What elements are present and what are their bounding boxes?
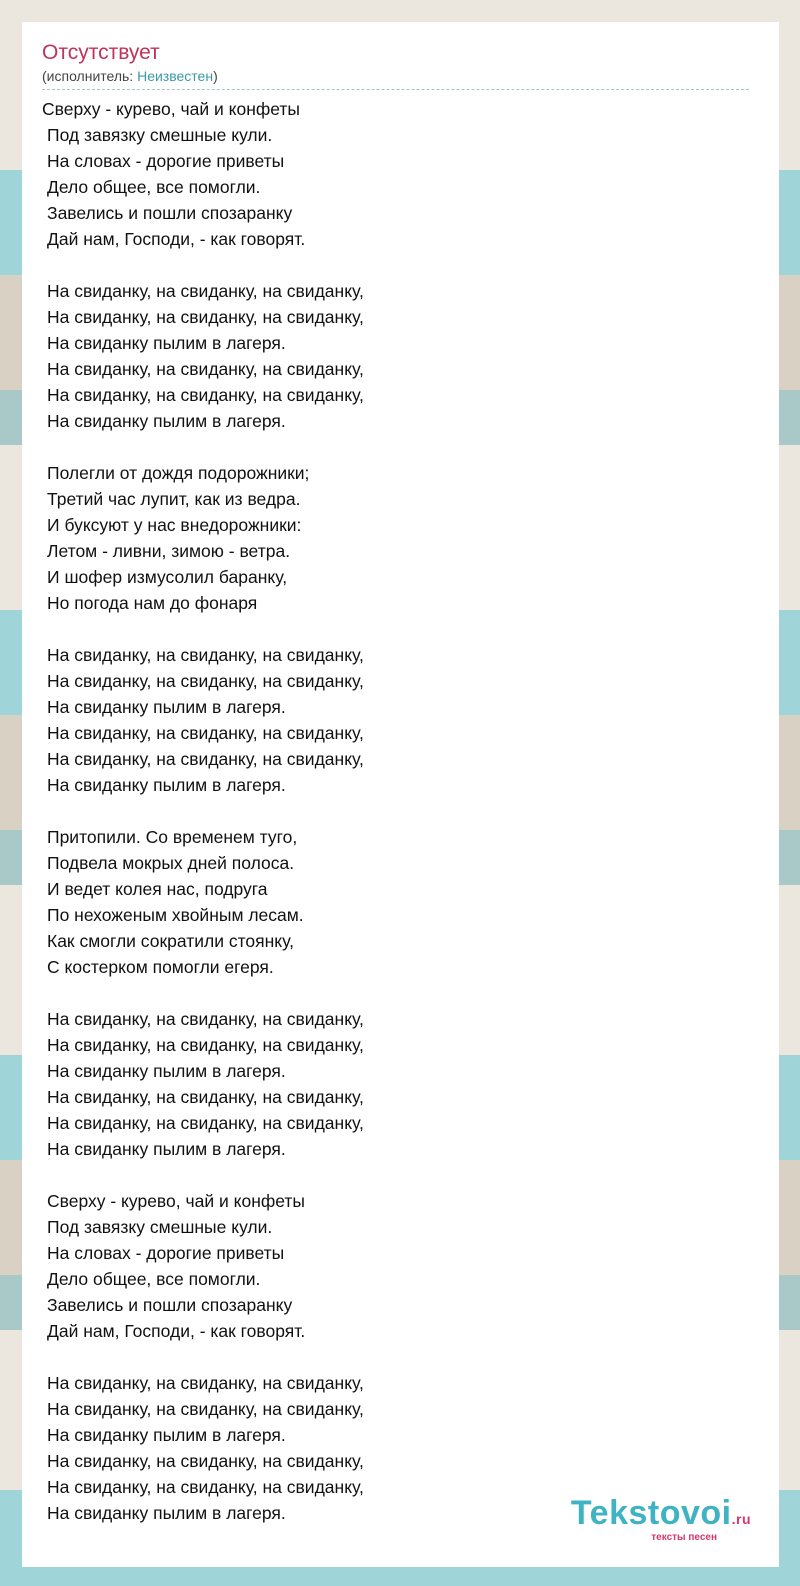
lyric-line: На свиданку пылим в лагеря.: [47, 1139, 286, 1159]
lyric-line: На свиданку, на свиданку, на свиданку,: [47, 385, 364, 405]
lyric-line: На свиданку, на свиданку, на свиданку,: [47, 671, 364, 691]
stanza-break: [42, 980, 759, 1006]
logo-tld: .ru: [731, 1511, 751, 1527]
lyric-line: На свиданку, на свиданку, на свиданку,: [47, 1035, 364, 1055]
lyric-line: На свиданку, на свиданку, на свиданку,: [47, 1009, 364, 1029]
lyric-line: Сверху - курево, чай и конфеты: [42, 99, 301, 119]
lyric-line: Дай нам, Господи, - как говорят.: [47, 1321, 306, 1341]
lyric-line: По нехоженым хвойным лесам.: [47, 905, 304, 925]
lyric-line: Дело общее, все помогли.: [47, 177, 261, 197]
logo-wordmark: [571, 1496, 751, 1536]
lyric-line: На словах - дорогие приветы: [47, 151, 285, 171]
lyric-line: Летом - ливни, зимою - ветра.: [47, 541, 291, 561]
site-logo[interactable]: [571, 1496, 751, 1543]
lyrics-text: [42, 96, 759, 1526]
lyric-line: На свиданку пылим в лагеря.: [47, 697, 286, 717]
lyric-line: Завелись и пошли спозаранку: [47, 203, 293, 223]
artist-suffix: ): [213, 68, 218, 84]
lyric-line: Под завязку смешные кули.: [47, 1217, 273, 1237]
lyrics-card: [22, 22, 779, 1567]
lyric-line: Завелись и пошли спозаранку: [47, 1295, 293, 1315]
lyric-line: На свиданку пылим в лагеря.: [47, 1425, 286, 1445]
lyric-line: На свиданку пылим в лагеря.: [47, 775, 286, 795]
lyric-line: С костерком помогли егеря.: [47, 957, 274, 977]
stanza-break: [42, 1162, 759, 1188]
lyric-line: На свиданку пылим в лагеря.: [47, 1061, 286, 1081]
stanza-break: [42, 798, 759, 824]
lyric-line: На свиданку, на свиданку, на свиданку,: [47, 645, 364, 665]
lyric-line: И буксуют у нас внедорожники:: [47, 515, 302, 535]
logo-tagline: тексты песен: [651, 1532, 717, 1543]
lyric-line: Под завязку смешные кули.: [47, 125, 273, 145]
lyric-line: На свиданку, на свиданку, на свиданку,: [47, 1087, 364, 1107]
lyric-line: Подвела мокрых дней полоса.: [47, 853, 295, 873]
song-title: Отсутствует: [42, 41, 160, 64]
lyric-line: На свиданку, на свиданку, на свиданку,: [47, 1113, 364, 1133]
lyric-line: На свиданку пылим в лагеря.: [47, 1503, 286, 1523]
lyric-line: Дело общее, все помогли.: [47, 1269, 261, 1289]
artist-line: [42, 67, 759, 85]
lyric-line: И шофер измусолил баранку,: [47, 567, 288, 587]
stanza-break: [42, 616, 759, 642]
lyric-line: На свиданку, на свиданку, на свиданку,: [47, 723, 364, 743]
stanza-break: [42, 1344, 759, 1370]
logo-main-text: Tekstovoi: [570, 1494, 732, 1532]
divider: [42, 89, 749, 90]
lyric-line: Полегли от дождя подорожники;: [47, 463, 310, 483]
stanza-break: [42, 252, 759, 278]
lyric-line: Сверху - курево, чай и конфеты: [47, 1191, 306, 1211]
artist-prefix: (исполнитель:: [42, 68, 138, 84]
lyric-line: Третий час лупит, как из ведра.: [47, 489, 301, 509]
lyric-line: На свиданку, на свиданку, на свиданку,: [47, 1373, 364, 1393]
lyric-line: На свиданку, на свиданку, на свиданку,: [47, 1399, 364, 1419]
lyric-line: На свиданку, на свиданку, на свиданку,: [47, 1451, 364, 1471]
lyric-line: На свиданку пылим в лагеря.: [47, 333, 286, 353]
lyric-line: На свиданку, на свиданку, на свиданку,: [47, 1477, 364, 1497]
lyric-line: Дай нам, Господи, - как говорят.: [47, 229, 306, 249]
lyric-line: Но погода нам до фонаря: [47, 593, 258, 613]
stanza-break: [42, 434, 759, 460]
lyric-line: Как смогли сократили стоянку,: [47, 931, 295, 951]
lyric-line: На словах - дорогие приветы: [47, 1243, 285, 1263]
lyric-line: На свиданку, на свиданку, на свиданку,: [47, 307, 364, 327]
lyric-line: Притопили. Со временем туго,: [47, 827, 298, 847]
lyric-line: На свиданку, на свиданку, на свиданку,: [47, 281, 364, 301]
lyric-line: На свиданку пылим в лагеря.: [47, 411, 286, 431]
lyric-line: На свиданку, на свиданку, на свиданку,: [47, 359, 364, 379]
artist-link[interactable]: Неизвестен: [137, 68, 214, 84]
lyric-line: На свиданку, на свиданку, на свиданку,: [47, 749, 364, 769]
lyric-line: И ведет колея нас, подруга: [47, 879, 268, 899]
